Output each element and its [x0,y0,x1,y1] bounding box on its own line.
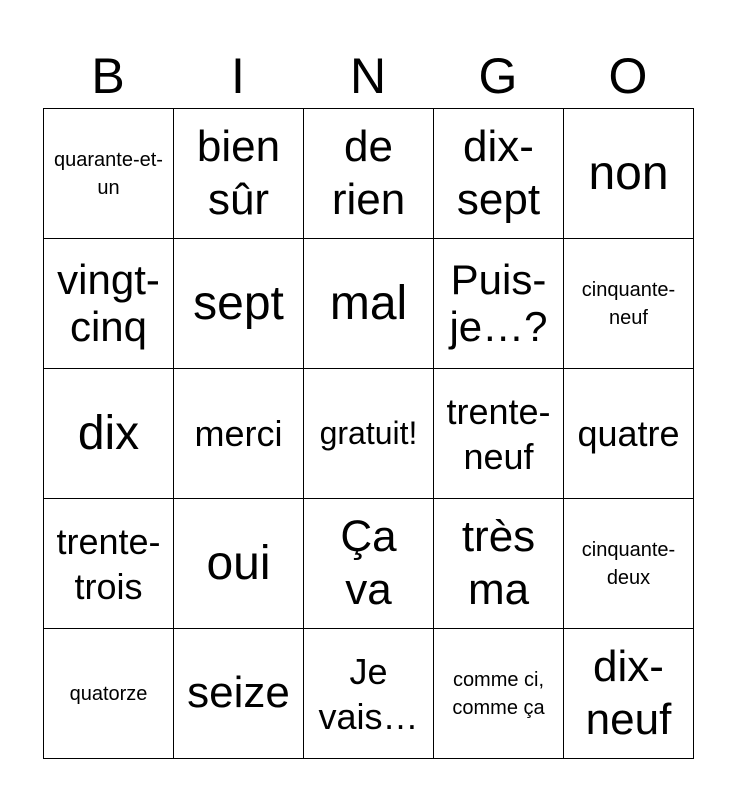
bingo-cell[interactable] [434,369,564,499]
header-letter-i: I [231,48,245,104]
bingo-cell[interactable] [564,239,694,369]
cell-text: quatorze [69,682,148,705]
cell-text: dix-sept [456,121,541,224]
cell-text: cinquante-neuf [581,278,676,329]
cell-text: quatre [577,413,680,454]
bingo-cell[interactable] [44,109,174,239]
bingo-cell[interactable] [304,239,434,369]
bingo-header [43,44,693,108]
cell-text: Je vais… [318,650,419,737]
header-letter-b: B [91,48,125,104]
bingo-cell[interactable] [304,629,434,759]
bingo-cell[interactable] [564,629,694,759]
cell-text: Puis-je…? [449,256,548,350]
bingo-cell[interactable] [304,109,434,239]
cell-text: quarante-et-un [54,148,163,199]
bingo-cell[interactable] [44,369,174,499]
bingo-cell[interactable] [44,239,174,369]
bingo-cell[interactable] [434,629,564,759]
cell-text: Ça va [340,511,397,614]
cell-text: bien sûr [196,121,281,224]
header-letter-o: O [608,48,648,104]
bingo-cell[interactable] [564,369,694,499]
cell-text: de rien [331,121,406,224]
cell-text: non [588,146,669,200]
cell-text: dix [77,406,140,460]
bingo-cell[interactable] [174,369,304,499]
cell-text: seize [187,668,290,718]
cell-text: mal [329,276,408,330]
bingo-cell[interactable] [174,109,304,239]
bingo-grid [43,108,694,759]
bingo-cell[interactable] [174,239,304,369]
cell-text: trente-neuf [446,390,551,477]
cell-text: gratuit! [319,414,418,451]
cell-text: vingt-cinq [57,256,160,350]
cell-text: cinquante-deux [581,538,676,589]
bingo-cell[interactable] [434,109,564,239]
bingo-cell[interactable] [564,499,694,629]
bingo-cell[interactable] [44,499,174,629]
bingo-cell[interactable] [564,109,694,239]
bingo-cell[interactable] [434,239,564,369]
header-letter-g: G [478,48,518,104]
bingo-cell[interactable] [174,629,304,759]
bingo-cell[interactable] [44,629,174,759]
bingo-cell[interactable] [304,499,434,629]
cell-text: sept [193,276,284,330]
bingo-cell[interactable] [434,499,564,629]
cell-text: merci [194,413,283,454]
cell-text: dix-neuf [585,641,672,744]
cell-text: comme ci, comme ça [452,668,545,719]
bingo-card [43,44,693,759]
header-letter-n: N [349,48,387,104]
cell-text: oui [206,536,271,590]
cell-text: très ma [461,511,536,614]
cell-text: trente-trois [56,520,161,607]
bingo-cell[interactable] [304,369,434,499]
bingo-cell[interactable] [174,499,304,629]
